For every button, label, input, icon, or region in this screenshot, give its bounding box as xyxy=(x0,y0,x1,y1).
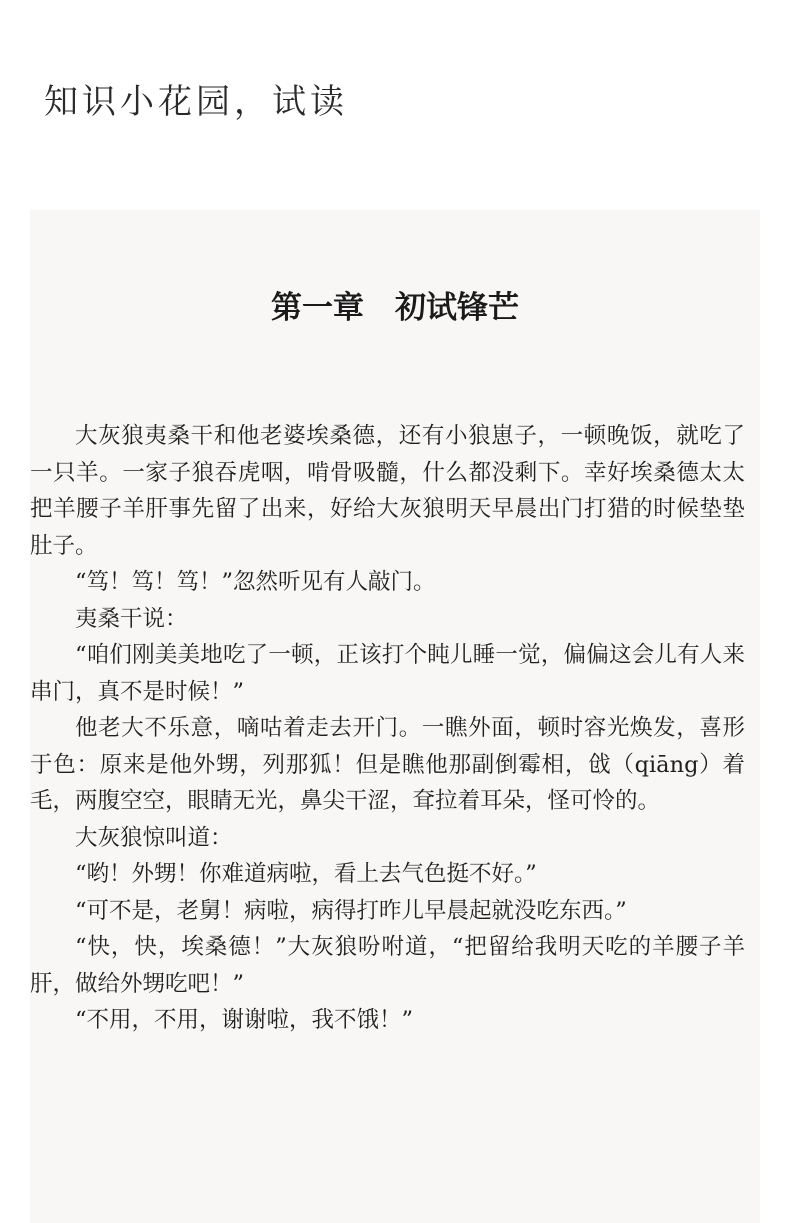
paragraph: 大灰狼惊叫道： xyxy=(75,824,233,851)
paragraph: “笃！笃！笃！”忽然听见有人敲门。 xyxy=(75,569,436,595)
paragraph: 大灰狼夷桑干和他老婆埃桑德，还有小狼崽子，一顿晚饭，就吃了一只羊。一家子狼吞虎咽，啃骨吸髓，什么都没剩下。幸好埃桑德太太把羊腰子羊肝事先留了出来，好给大灰狼明天早晨出门打猎的时候垫垫肚子。 xyxy=(30,423,745,559)
paragraph: 他老大不乐意，嘀咕着走去开门。一瞧外面，顿时容光焕发，喜形于色：原来是他外甥，列那狐！但是瞧他那副倒霉相，戗（qiāng）着毛，两腹空空，眼睛无光，鼻尖干涩，耷拉着耳朵，怪可怜的。 xyxy=(30,715,745,814)
paragraph: “不用，不用，谢谢啦，我不饿！” xyxy=(75,1007,414,1033)
paragraph: 夷桑干说： xyxy=(75,605,188,632)
book-page xyxy=(30,210,760,1223)
chapter-title: 第一章 初试锋芒 xyxy=(271,290,519,326)
paragraph: “咱们刚美美地吃了一顿，正该打个盹儿睡一觉，偏偏这会儿有人来串门，真不是时候！” xyxy=(30,642,745,705)
header-title: 知识小花园，试读 xyxy=(44,82,348,122)
paragraph: “哟！外甥！你难道病啦，看上去气色挺不好。” xyxy=(75,861,537,887)
paragraph: “快，快，埃桑德！”大灰狼吩咐道，“把留给我明天吃的羊腰子羊肝，做给外甥吃吧！” xyxy=(30,934,745,997)
paragraph: “可不是，老舅！病啦，病得打昨儿早晨起就没吃东西。” xyxy=(75,897,627,924)
chapter-body xyxy=(30,418,745,1039)
